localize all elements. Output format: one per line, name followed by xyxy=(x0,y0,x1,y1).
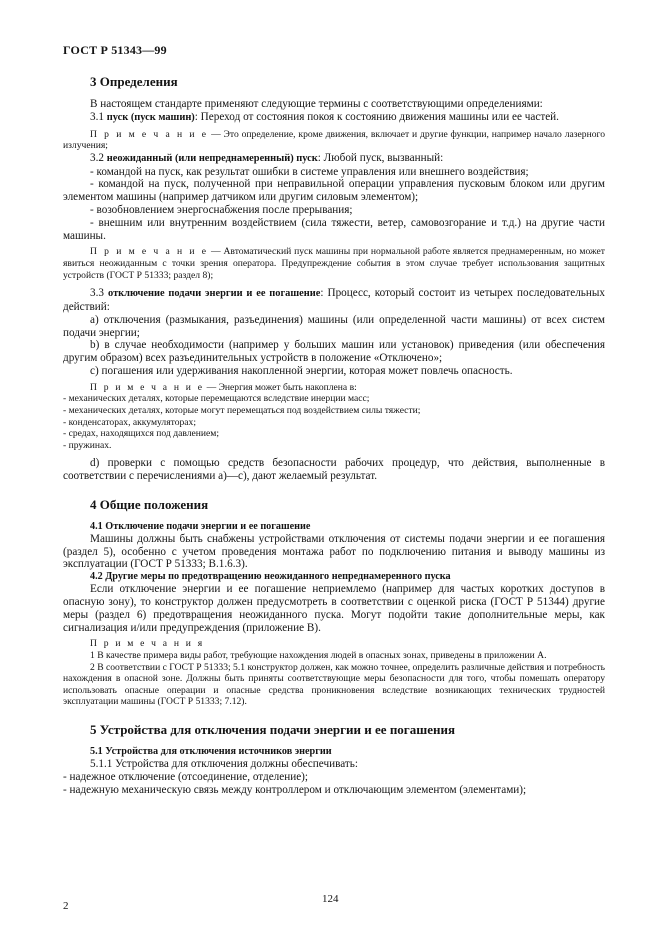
note-3-item: - пружинах. xyxy=(63,439,112,451)
term-3-3-name: отключение подачи энергии и ее погашение xyxy=(108,288,321,300)
term-3-2-text: : Любой пуск, вызванный: xyxy=(317,151,444,164)
note-2-label: П р и м е ч а н и е xyxy=(90,246,209,258)
term-3-2-number: 3.2 xyxy=(90,151,104,164)
note-3-item: - механических деталях, которые могут перемещаться под воздействием силы тяжести; xyxy=(63,404,421,416)
document-header: ГОСТ Р 51343—99 xyxy=(63,43,167,57)
term-3-3-item-d: d) проверки с помощью средств безопасности рабочих процедур, что действия, выполненные в соответствии с перечислениями a)—c), дают желаемый результат. xyxy=(63,457,605,483)
page-number-center: 124 xyxy=(322,893,339,905)
term-3-2-item: - возобновлением энергоснабжения после прерывания; xyxy=(90,203,353,216)
term-3-3-item: c) погашения или удерживания накопленной энергии, которая может повлечь опасность. xyxy=(90,364,513,377)
subsection-4-1-title: 4.1 Отключение подачи энергии и ее погашение xyxy=(90,520,311,532)
clause-5-1-1-item: - надежное отключение (отсоединение, отделение); xyxy=(63,770,308,783)
term-3-3-text: : Процесс, который состоит из четырех последовательных действий: xyxy=(63,287,606,313)
note-1-label: П р и м е ч а н и е xyxy=(90,128,209,140)
term-3-2-item: - командой на пуск, как результат ошибки в системе управления или внешнего воздействия; xyxy=(90,165,529,178)
term-3-1 xyxy=(63,111,605,125)
term-3-3-item: b) в случае необходимости (например у больших машин или установок) приведения (или обеспечения другим образом) всех разъединительных устройств в положение «Отключено»; xyxy=(63,339,605,365)
page-number-left: 2 xyxy=(63,900,69,912)
term-3-2-item: - командой на пуск, полученной при неправильной операции управления пусковым блоком или другим элементом машины (например датчиком или другим силовым элементом); xyxy=(63,178,605,204)
subsection-5-1-title: 5.1 Устройства для отключения источников энергии xyxy=(90,746,332,758)
clause-5-1-1-item: - надежную механическую связь между контроллером и отключающим элементом (элементами); xyxy=(63,783,527,796)
term-3-2-item: - внешним или внутренним воздействием (сила тяжести, ветер, самовозгорание и т.д.) на другие части машины. xyxy=(63,216,605,242)
subsection-4-1-text: Машины должны быть снабжены устройствами отключения от системы подачи энергии и ее погашения (раздел 5), особенно с учетом проведения монтажа работ по подключению питания и выводу машины из эксплуатации (ГОСТ Р 51333; В.1.6.3). xyxy=(63,532,605,571)
term-3-2 xyxy=(63,152,605,166)
note-3-text: — Энергия может быть накоплена в: xyxy=(204,381,357,393)
note-3-label: П р и м е ч а н и е xyxy=(90,381,205,393)
section-3-intro: В настоящем стандарте применяют следующие термины с соответствующими определениями: xyxy=(90,98,543,110)
term-3-1-name: пуск (пуск машин) xyxy=(106,111,195,123)
term-3-3 xyxy=(63,287,605,314)
section-5-title: 5 Устройства для отключения подачи энергии и ее погашения xyxy=(90,722,455,738)
subsection-4-2-text: Если отключение энергии и ее погашение неприемлемо (например для частых коротких доступов в опасную зону), то конструктор должен предусмотреть в соответствии с оценкой риска (ГОСТ Р 51344) другие меры (раздел 6) предотвращения неожиданного пуска. Могут подойти такие дополнительные меры, как сигнализация и/или предупреждения (приложение В). xyxy=(63,583,605,634)
page-content xyxy=(63,74,605,796)
note-3-item: - средах, находящихся под давлением; xyxy=(63,428,220,440)
notes-label: П р и м е ч а н и я xyxy=(90,638,205,650)
section-4-title: 4 Общие положения xyxy=(90,496,209,512)
note-4-1: 1 В качестве примера виды работ, требующие нахождения людей в опасных зонах, приведены в приложении А. xyxy=(90,650,547,662)
note-3-item: - конденсаторах, аккумуляторах; xyxy=(63,416,197,428)
term-3-1-text: : Переход от состояния покоя к состоянию движения машины или ее частей. xyxy=(194,110,559,123)
term-3-2-name: неожиданный (или непреднамеренный) пуск xyxy=(106,152,318,164)
section-3-title: 3 Определения xyxy=(90,74,178,89)
subsection-4-2-title: 4.2 Другие меры по предотвращению неожиданного непреднамеренного пуска xyxy=(90,571,451,583)
clause-5-1-1: 5.1.1 Устройства для отключения должны обеспечивать: xyxy=(90,758,358,771)
note-4-2: 2 В соответствии с ГОСТ Р 51333; 5.1 конструктор должен, как можно точнее, определить различные действия и потребность нахождения в опасной зоне. Должны быть приняты соответствующие меры безопасности для того, чтобы помешать оператору использовать опасные операции и опасные средства проникновения вследствие возникающих технических трудностей эксплуатации машины (ГОСТ Р 51333; 7.12). xyxy=(63,661,606,708)
note-3-item: - механических деталях, которые перемещаются вследствие инерции масс; xyxy=(63,393,370,405)
note-2-text: — Автоматический пуск машины при нормальной работе является преднамеренным, но может явиться неожиданным с точки зрения оператора. Предупреждение события в этом случае требует использования защитных устройств (ГОСТ Р 51333; раздел 8); xyxy=(63,246,605,281)
term-3-3-item: a) отключения (размыкания, разъединения) машины (или определенной части машины) от всех систем подачи энергии; xyxy=(63,313,605,339)
note-1-text: — Это определение, кроме движения, включает и другие функции, например начало лазерного излучения; xyxy=(63,128,606,152)
term-3-1-number: 3.1 xyxy=(90,110,104,123)
note-2 xyxy=(63,246,605,281)
note-1 xyxy=(63,129,605,152)
term-3-3-number: 3.3 xyxy=(90,287,104,300)
note-3 xyxy=(63,382,605,394)
